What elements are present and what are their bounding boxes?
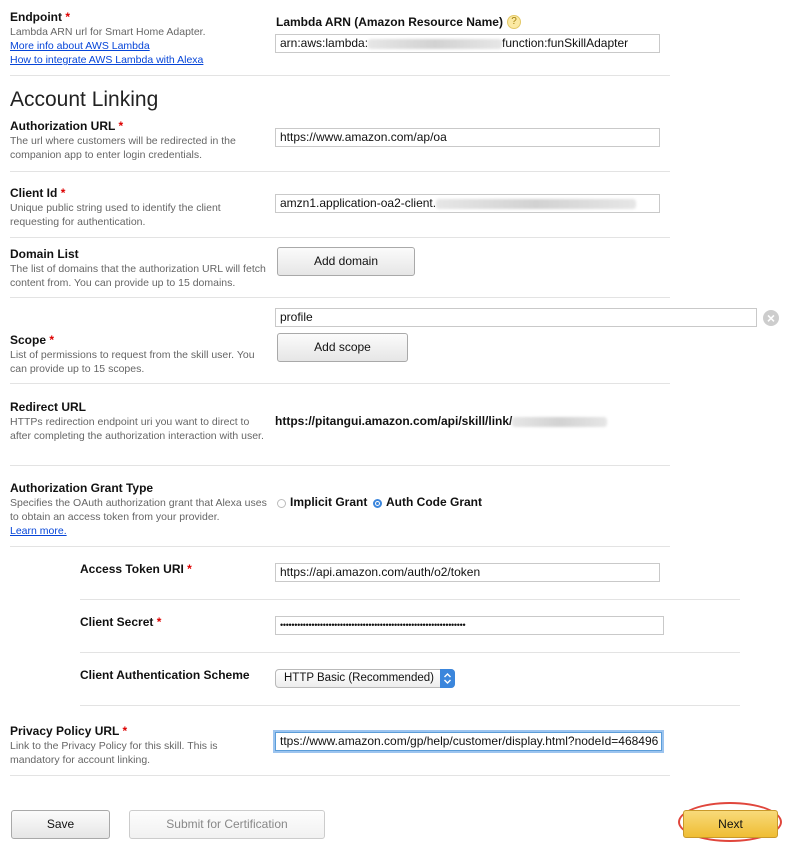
redacted-region	[368, 39, 502, 49]
access-token-uri-label: Access Token URI *	[80, 562, 192, 576]
access-token-uri-input[interactable]: https://api.amazon.com/auth/o2/token	[275, 563, 660, 582]
implicit-grant-radio[interactable]	[277, 499, 286, 508]
auth-code-grant-radio[interactable]	[373, 499, 382, 508]
privacy-policy-input[interactable]: ttps://www.amazon.com/gp/help/customer/display.html?nodeId=468496	[275, 732, 662, 751]
client-auth-scheme-label: Client Authentication Scheme	[80, 668, 250, 682]
lambda-arn-input[interactable]	[275, 34, 660, 53]
client-secret-input[interactable]: •••••••••••••••••••••••••••••••••••••••••••••••••••••••••••••••••	[275, 616, 664, 635]
redirect-url-value: https://pitangui.amazon.com/api/skill/link/	[275, 414, 607, 428]
add-scope-button[interactable]: Add scope	[277, 333, 408, 362]
grant-type-label: Authorization Grant Type	[10, 481, 154, 495]
endpoint-description: Lambda ARN url for Smart Home Adapter.	[10, 26, 206, 38]
add-domain-button[interactable]: Add domain	[277, 247, 415, 276]
arn-suffix: function:funSkillAdapter	[502, 36, 629, 50]
submit-certification-button[interactable]: Submit for Certification	[129, 810, 325, 839]
client-id-label: Client Id *	[10, 186, 66, 200]
redirect-url-description: HTTPs redirection endpoint uri you want to direct to after completing the authorization interaction with user.	[10, 416, 264, 442]
auth-code-grant-label: Auth Code Grant	[386, 495, 482, 509]
implicit-grant-label: Implicit Grant	[290, 495, 368, 509]
privacy-policy-label: Privacy Policy URL *	[10, 724, 128, 738]
select-arrows-icon	[440, 669, 455, 688]
scope-label: Scope *	[10, 333, 55, 347]
client-id-description: Unique public string used to identify the client requesting for authentication.	[10, 202, 221, 228]
save-button[interactable]: Save	[11, 810, 110, 839]
redacted-redirect-id	[512, 417, 607, 427]
auth-url-input[interactable]: https://www.amazon.com/ap/oa	[275, 128, 660, 147]
clear-scope-icon[interactable]: ×	[763, 310, 779, 326]
auth-url-description: The url where customers will be redirected in the companion app to enter login credentials.	[10, 135, 236, 161]
grant-type-learn-more-link[interactable]: Learn more.	[10, 525, 67, 537]
section-title: Account Linking	[10, 88, 159, 111]
grant-type-description: Specifies the OAuth authorization grant that Alexa uses to obtain an access token from your provider.	[10, 497, 267, 523]
domain-list-label: Domain List	[10, 247, 79, 261]
auth-url-label: Authorization URL *	[10, 119, 124, 133]
client-auth-scheme-value: HTTP Basic (Recommended)	[284, 672, 434, 684]
redacted-client-id	[436, 199, 636, 209]
arn-prefix: arn:aws:lambda:	[280, 36, 369, 50]
next-button[interactable]: Next	[683, 810, 778, 838]
aws-lambda-info-link[interactable]: More info about AWS Lambda	[10, 40, 150, 52]
redirect-url-label: Redirect URL	[10, 400, 87, 414]
client-auth-scheme-select[interactable]	[275, 669, 455, 688]
help-icon[interactable]: ?	[507, 15, 521, 29]
client-id-input[interactable]	[275, 194, 660, 213]
scope-input[interactable]: profile	[275, 308, 757, 327]
client-id-value: amzn1.application-oa2-client.	[280, 196, 437, 210]
domain-list-description: The list of domains that the authorization URL will fetch content from. You can provide up to 15 domains.	[10, 263, 266, 289]
lambda-alexa-integration-link[interactable]: How to integrate AWS Lambda with Alexa	[10, 54, 204, 66]
scope-description: List of permissions to request from the skill user. You can provide up to 15 scopes.	[10, 349, 255, 375]
client-secret-label: Client Secret *	[80, 615, 162, 629]
endpoint-label: Endpoint *	[10, 10, 70, 24]
lambda-arn-label: Lambda ARN (Amazon Resource Name)	[276, 15, 503, 29]
privacy-policy-description: Link to the Privacy Policy for this skill. This is mandatory for account linking.	[10, 740, 218, 766]
